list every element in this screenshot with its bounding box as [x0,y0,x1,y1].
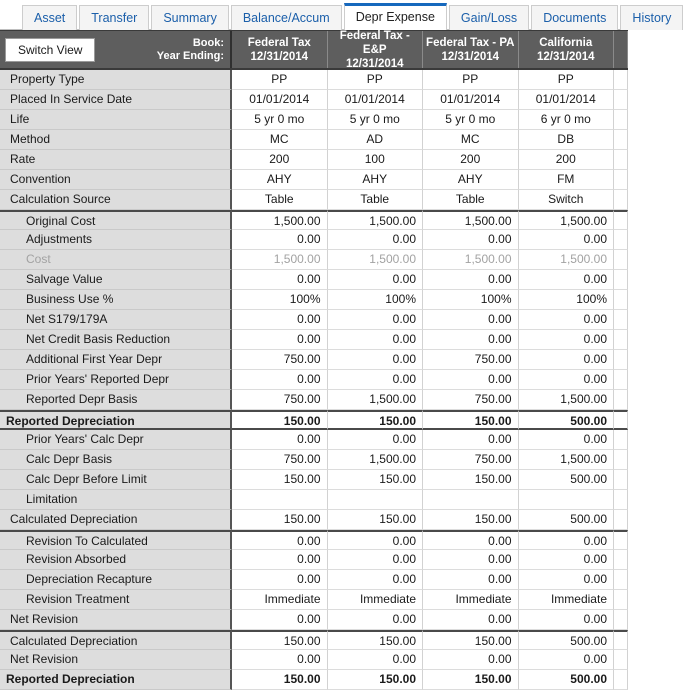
row-value-cell[interactable]: 200 [519,150,615,170]
row-value-cell[interactable]: 750.00 [232,350,328,370]
row-value-cell[interactable]: 0.00 [232,330,328,350]
row-overflow-cell [614,230,628,250]
table-row [0,330,628,350]
table-row [0,610,628,630]
table-row [0,70,628,90]
row-value-cell[interactable]: 0.00 [519,370,615,390]
row-value-cell[interactable]: 0.00 [328,570,424,590]
row-value-cell[interactable]: 0.00 [232,650,328,670]
row-value-cell[interactable]: 0.00 [519,430,615,450]
row-value-cell[interactable]: 0.00 [519,230,615,250]
row-label: Reported Depreciation [0,410,232,430]
table-row [0,370,628,390]
column-year-ending: 12/31/2014 [441,50,500,63]
table-row [0,650,628,670]
row-value-cell[interactable]: 100% [423,290,519,310]
row-value-cell[interactable]: 0.00 [328,370,424,390]
row-overflow-cell [614,650,628,670]
row-value-cell[interactable]: 0.00 [328,310,424,330]
tab-summary[interactable]: Summary [151,5,228,30]
row-value-cell[interactable]: 500.00 [519,670,615,690]
row-value-cell[interactable]: 100% [232,290,328,310]
table-row [0,150,628,170]
row-value-cell[interactable]: 100% [519,290,615,310]
table-row [0,290,628,310]
row-value-cell[interactable]: 150.00 [328,670,424,690]
row-label: Revision Treatment [0,590,232,610]
table-row [0,110,628,130]
row-value-cell[interactable]: AD [328,130,424,150]
table-row [0,270,628,290]
column-book-name: Federal Tax - E&P [339,29,410,56]
row-value-cell[interactable]: 0.00 [423,530,519,550]
depreciation-grid [0,30,628,690]
row-value-cell[interactable]: 0.00 [423,230,519,250]
row-value-cell[interactable]: Immediate [519,590,615,610]
row-value-cell[interactable] [519,490,615,510]
table-row [0,250,628,270]
row-value-cell[interactable]: FM [519,170,615,190]
column-book-name: Federal Tax [247,36,311,49]
row-value-cell[interactable]: 0.00 [519,650,615,670]
row-overflow-cell [614,350,628,370]
row-value-cell[interactable]: 0.00 [423,570,519,590]
row-label: Business Use % [0,290,232,310]
row-overflow-cell [614,510,628,530]
row-value-cell[interactable]: AHY [328,170,424,190]
row-label: Net S179/179A [0,310,232,330]
row-value-cell[interactable]: 0.00 [519,310,615,330]
row-label: Cost [0,250,232,270]
table-row [0,210,628,230]
row-overflow-cell [614,150,628,170]
row-overflow-cell [614,630,628,650]
row-label: Calculated Depreciation [0,630,232,650]
row-value-cell[interactable]: MC [423,130,519,150]
tab-balance-accum[interactable]: Balance/Accum [231,5,342,30]
table-row [0,590,628,610]
row-label: Additional First Year Depr [0,350,232,370]
row-value-cell[interactable]: 0.00 [232,530,328,550]
tab-gain-loss[interactable]: Gain/Loss [449,5,529,30]
table-row [0,450,628,470]
row-value-cell[interactable]: 150.00 [232,410,328,430]
row-value-cell[interactable]: 01/01/2014 [423,90,519,110]
row-value-cell[interactable]: 1,500.00 [519,390,615,410]
table-row [0,230,628,250]
row-value-cell[interactable]: 150.00 [232,470,328,490]
row-value-cell[interactable]: 01/01/2014 [232,90,328,110]
row-value-cell[interactable]: 6 yr 0 mo [519,110,615,130]
row-label: Adjustments [0,230,232,250]
row-value-cell[interactable]: 0.00 [328,270,424,290]
row-value-cell[interactable]: 0.00 [232,230,328,250]
row-value-cell[interactable]: 0.00 [423,310,519,330]
row-overflow-cell [614,470,628,490]
row-value-cell[interactable]: 1,500.00 [328,390,424,410]
row-overflow-cell [614,410,628,430]
row-value-cell[interactable]: 1,500.00 [423,210,519,230]
row-overflow-cell [614,330,628,350]
row-value-cell[interactable]: 150.00 [328,410,424,430]
row-value-cell[interactable]: 0.00 [328,350,424,370]
row-value-cell[interactable]: 1,500.00 [519,210,615,230]
row-value-cell[interactable]: 0.00 [519,330,615,350]
row-value-cell[interactable]: 100 [328,150,424,170]
grid-body [0,70,628,690]
row-value-cell[interactable]: 750.00 [423,350,519,370]
row-value-cell[interactable]: 150.00 [423,410,519,430]
row-value-cell[interactable]: 0.00 [328,530,424,550]
row-label: Rate [0,150,232,170]
row-value-cell[interactable]: 0.00 [232,430,328,450]
table-row [0,310,628,330]
row-label: Prior Years' Calc Depr [0,430,232,450]
row-value-cell[interactable]: DB [519,130,615,150]
row-value-cell[interactable]: 0.00 [519,530,615,550]
row-value-cell[interactable]: 750.00 [423,390,519,410]
row-overflow-cell [614,290,628,310]
row-value-cell[interactable]: 750.00 [232,450,328,470]
row-label: Original Cost [0,210,232,230]
table-row [0,390,628,410]
row-overflow-cell [614,190,628,210]
row-overflow-cell [614,550,628,570]
row-label: Depreciation Recapture [0,570,232,590]
table-row [0,470,628,490]
row-value-cell[interactable]: 200 [232,150,328,170]
column-year-ending: 12/31/2014 [536,50,595,63]
row-label: Reported Depr Basis [0,390,232,410]
row-value-cell[interactable]: 0.00 [423,650,519,670]
table-row [0,570,628,590]
column-year-ending: 12/31/2014 [250,50,309,63]
row-label: Salvage Value [0,270,232,290]
row-value-cell[interactable]: 0.00 [232,610,328,630]
header-captions [157,37,224,63]
row-value-cell[interactable]: 0.00 [232,570,328,590]
tab-bar [0,0,672,30]
table-row [0,170,628,190]
grid-header-row [0,30,628,70]
row-value-cell[interactable]: 500.00 [519,410,615,430]
row-label: Reported Depreciation [0,670,232,690]
row-overflow-cell [614,250,628,270]
row-value-cell[interactable]: Table [328,190,424,210]
row-label: Convention [0,170,232,190]
column-book-name: Federal Tax - PA [426,36,515,49]
row-value-cell[interactable]: 0.00 [519,610,615,630]
row-value-cell[interactable]: 1,500.00 [232,210,328,230]
row-value-cell[interactable]: 150.00 [423,510,519,530]
row-value-cell[interactable]: 0.00 [328,330,424,350]
row-value-cell[interactable]: 0.00 [519,350,615,370]
column-header[interactable] [232,31,328,68]
row-overflow-cell [614,530,628,550]
row-value-cell[interactable]: 0.00 [423,550,519,570]
row-overflow-cell [614,130,628,150]
column-book-name: California [539,36,593,49]
column-header-overflow [614,31,628,68]
column-header[interactable] [328,31,424,68]
row-overflow-cell [614,170,628,190]
row-value-cell[interactable]: Immediate [328,590,424,610]
row-label: Net Revision [0,650,232,670]
row-value-cell[interactable]: 500.00 [519,510,615,530]
row-label: Calculated Depreciation [0,510,232,530]
row-label: Method [0,130,232,150]
row-value-cell[interactable]: 0.00 [328,650,424,670]
row-value-cell[interactable]: 150.00 [423,630,519,650]
column-year-ending: 12/31/2014 [345,57,404,70]
row-value-cell[interactable]: 0.00 [519,270,615,290]
row-value-cell[interactable]: AHY [423,170,519,190]
row-value-cell[interactable]: 0.00 [232,310,328,330]
row-value-cell[interactable]: Immediate [232,590,328,610]
grid-header-label-cell [0,31,232,68]
row-value-cell[interactable]: 1,500.00 [519,450,615,470]
row-label: Revision Absorbed [0,550,232,570]
row-value-cell[interactable]: 100% [328,290,424,310]
row-label: Life [0,110,232,130]
row-value-cell[interactable]: 1,500.00 [328,250,424,270]
row-overflow-cell [614,70,628,90]
row-value-cell[interactable]: 150.00 [328,470,424,490]
row-overflow-cell [614,390,628,410]
tab-asset[interactable]: Asset [22,5,77,30]
row-value-cell[interactable]: PP [232,70,328,90]
row-value-cell[interactable]: PP [423,70,519,90]
row-value-cell[interactable]: 01/01/2014 [519,90,615,110]
row-label: Net Credit Basis Reduction [0,330,232,350]
row-value-cell[interactable]: 5 yr 0 mo [423,110,519,130]
row-value-cell[interactable]: 5 yr 0 mo [232,110,328,130]
row-value-cell[interactable]: 1,500.00 [232,250,328,270]
table-row [0,130,628,150]
table-row [0,630,628,650]
row-value-cell[interactable]: 1,500.00 [423,250,519,270]
table-row [0,430,628,450]
row-value-cell[interactable]: PP [328,70,424,90]
row-label: Prior Years' Reported Depr [0,370,232,390]
row-value-cell[interactable]: 0.00 [232,270,328,290]
row-value-cell[interactable]: 150.00 [232,630,328,650]
row-value-cell[interactable]: 0.00 [423,430,519,450]
row-overflow-cell [614,430,628,450]
row-value-cell[interactable]: 0.00 [423,330,519,350]
row-value-cell[interactable]: 750.00 [232,390,328,410]
table-row [0,190,628,210]
table-row [0,670,628,690]
row-overflow-cell [614,210,628,230]
row-value-cell[interactable]: Switch [519,190,615,210]
row-value-cell[interactable]: 150.00 [232,510,328,530]
row-overflow-cell [614,490,628,510]
row-value-cell[interactable]: 500.00 [519,470,615,490]
row-value-cell[interactable]: 0.00 [328,430,424,450]
row-overflow-cell [614,370,628,390]
row-overflow-cell [614,310,628,330]
row-overflow-cell [614,610,628,630]
row-label: Property Type [0,70,232,90]
row-value-cell[interactable]: 5 yr 0 mo [328,110,424,130]
row-value-cell[interactable]: Table [423,190,519,210]
row-value-cell[interactable]: 150.00 [423,670,519,690]
row-value-cell[interactable]: 150.00 [423,470,519,490]
row-value-cell[interactable]: 0.00 [423,610,519,630]
tab-documents[interactable]: Documents [531,5,618,30]
tab-depr-expense[interactable]: Depr Expense [344,3,447,30]
row-value-cell[interactable]: MC [232,130,328,150]
table-row [0,490,628,510]
row-value-cell[interactable]: 0.00 [328,550,424,570]
row-value-cell[interactable]: 0.00 [519,570,615,590]
row-label: Calc Depr Basis [0,450,232,470]
row-overflow-cell [614,110,628,130]
table-row [0,350,628,370]
tab-transfer[interactable]: Transfer [79,5,149,30]
row-value-cell[interactable] [328,490,424,510]
row-label: Limitation [0,490,232,510]
table-row [0,410,628,430]
row-value-cell[interactable]: 0.00 [328,610,424,630]
row-value-cell[interactable]: AHY [232,170,328,190]
row-value-cell[interactable]: 0.00 [328,230,424,250]
book-caption: Book: [192,36,224,49]
row-value-cell[interactable]: 1,500.00 [328,210,424,230]
row-value-cell[interactable]: 1,500.00 [519,250,615,270]
row-overflow-cell [614,90,628,110]
row-value-cell[interactable]: 150.00 [328,510,424,530]
row-value-cell[interactable]: Immediate [423,590,519,610]
table-row [0,90,628,110]
tab-history[interactable]: History [620,5,683,30]
row-label: Calc Depr Before Limit [0,470,232,490]
row-value-cell[interactable]: Table [232,190,328,210]
row-label: Placed In Service Date [0,90,232,110]
row-value-cell[interactable] [232,490,328,510]
row-value-cell[interactable]: 0.00 [232,550,328,570]
row-value-cell[interactable]: 500.00 [519,630,615,650]
row-overflow-cell [614,270,628,290]
row-label: Net Revision [0,610,232,630]
row-value-cell[interactable] [423,490,519,510]
row-value-cell[interactable]: 150.00 [232,670,328,690]
row-value-cell[interactable]: 01/01/2014 [328,90,424,110]
row-overflow-cell [614,450,628,470]
row-label: Calculation Source [0,190,232,210]
row-overflow-cell [614,590,628,610]
table-row [0,550,628,570]
year-ending-caption: Year Ending: [156,49,224,62]
row-value-cell[interactable]: PP [519,70,615,90]
row-label: Revision To Calculated [0,530,232,550]
column-header[interactable] [519,31,615,68]
switch-view-button[interactable]: Switch View [5,38,95,62]
column-header[interactable] [423,31,519,68]
row-value-cell[interactable]: 750.00 [423,450,519,470]
row-value-cell[interactable]: 0.00 [423,270,519,290]
table-row [0,530,628,550]
table-row [0,510,628,530]
row-overflow-cell [614,670,628,690]
row-value-cell[interactable]: 150.00 [328,630,424,650]
row-value-cell[interactable]: 0.00 [519,550,615,570]
row-value-cell[interactable]: 0.00 [423,370,519,390]
row-overflow-cell [614,570,628,590]
row-value-cell[interactable]: 200 [423,150,519,170]
row-value-cell[interactable]: 1,500.00 [328,450,424,470]
row-value-cell[interactable]: 0.00 [232,370,328,390]
